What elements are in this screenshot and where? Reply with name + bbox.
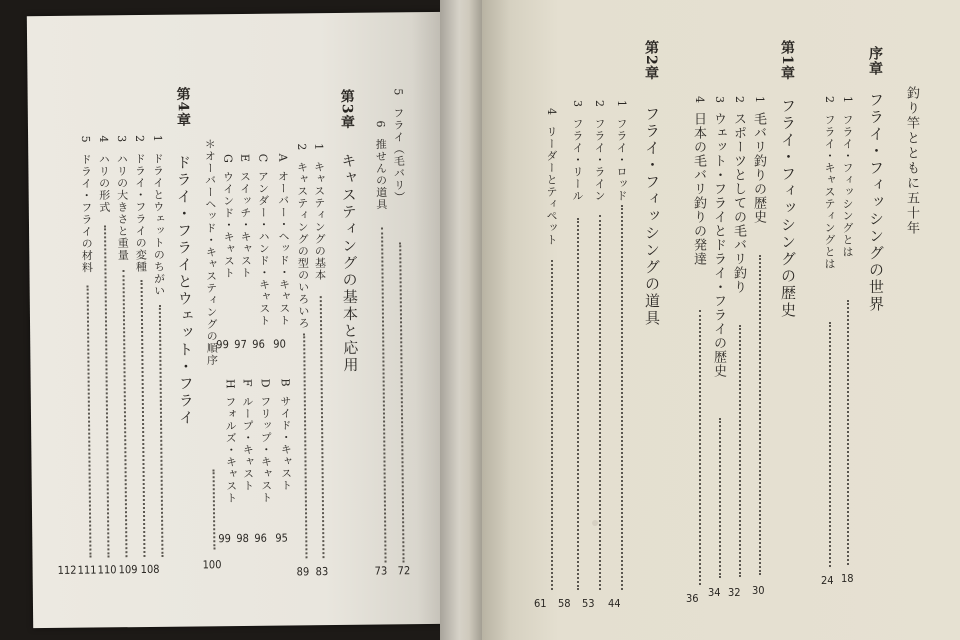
toc-item-text: スポーツとしての毛バリ釣り: [731, 112, 746, 294]
toc-item-text: 毛バリ釣りの歴史: [751, 112, 766, 224]
cast-page: 90: [273, 337, 286, 351]
item-number: 2: [133, 134, 147, 143]
item-number: 1: [151, 134, 165, 142]
page-number: 53: [582, 597, 595, 610]
cast-text: アンダー・ハンド・キャスト: [256, 170, 272, 327]
cast-letter: A: [276, 153, 290, 162]
toc-item-text: フライ・リール: [571, 118, 584, 202]
leader-dots: [303, 333, 307, 558]
cast-page: 95: [275, 531, 288, 545]
item-number: 4: [693, 96, 706, 103]
book-heading: 釣り竿とともに五十年: [904, 86, 919, 236]
page-number: 108: [140, 562, 160, 577]
leader-dots: [847, 300, 849, 565]
page-number: 61: [534, 597, 547, 610]
toc-item-text: ハリの形式: [97, 153, 111, 214]
page-number: 18: [841, 572, 854, 585]
chapter-title: ドライ・フライとウェット・フライ: [174, 154, 196, 427]
page-number: 32: [728, 586, 741, 599]
cast-letter: F: [240, 378, 254, 387]
page-number: 58: [558, 597, 571, 610]
item-number: 1: [615, 100, 628, 107]
leader-dots: [739, 325, 741, 577]
chapter-title: フライ・フィッシングの道具: [643, 106, 661, 327]
cast-text: ウインド・キャスト: [221, 171, 236, 280]
book-spine: [440, 0, 488, 640]
toc-item-text: リーダーとティペット: [545, 126, 558, 246]
cast-letter: D: [258, 378, 272, 388]
page-number: 109: [118, 563, 138, 577]
page-number: 110: [97, 563, 117, 577]
leader-dots: [122, 270, 127, 557]
page-number: 72: [397, 564, 411, 578]
cast-letter: G: [221, 154, 235, 163]
item-number: 4: [545, 108, 558, 115]
page-number: 34: [708, 586, 721, 599]
cast-letter: H: [223, 379, 237, 389]
toc-item-text: ドライとウェットのちがい: [151, 152, 166, 297]
item-number: 2: [295, 143, 309, 151]
leader-dots: [399, 242, 404, 562]
page-number: 111: [77, 563, 97, 577]
paper-spot: [592, 520, 598, 526]
right-page: [482, 0, 960, 640]
item-number: 5: [391, 88, 405, 96]
cast-text: ループ・キャスト: [240, 395, 255, 492]
toc-item-text: フライ・フィッシングとは: [841, 114, 854, 258]
item-number: 1: [753, 96, 766, 103]
toc-item-text: ウェット・フライとドライ・フライの歴史: [711, 112, 726, 378]
leader-dots: [621, 205, 623, 590]
cast-text: サイド・キャスト: [278, 395, 293, 492]
cast-page: 97: [234, 337, 247, 352]
cast-letter: B: [278, 378, 292, 387]
cast-page: 99: [216, 338, 229, 352]
chapter-label: 第4章: [174, 86, 191, 128]
page-number: 89: [296, 565, 310, 579]
leader-dots: [213, 469, 216, 549]
toc-item-text: 推せんの道具: [374, 138, 388, 211]
leader-dots: [699, 310, 701, 585]
leader-dots: [87, 286, 92, 558]
cast-text: フォルズ・キャスト: [223, 396, 238, 505]
chapter-label: 第2章: [643, 40, 659, 81]
leader-dots: [759, 255, 761, 575]
leader-dots: [551, 260, 553, 590]
page-number: 24: [821, 574, 834, 587]
cast-page: 96: [254, 531, 267, 545]
chapter-label: 第3章: [338, 88, 356, 130]
leader-dots: [829, 322, 831, 567]
cast-letter: E: [238, 153, 252, 163]
item-number: 1: [841, 96, 854, 103]
item-number: 3: [115, 135, 129, 143]
page-number: 100: [202, 558, 222, 572]
toc-item-text: フライ・キャスティングとは: [823, 114, 836, 270]
leader-dots: [719, 418, 721, 578]
cast-letter: C: [256, 153, 270, 163]
item-number: 2: [733, 96, 746, 103]
item-number: 3: [713, 96, 726, 103]
cast-text: スイッチ・キャスト: [238, 170, 253, 279]
page-number: 83: [315, 565, 329, 579]
toc-item-text: ドライ・フライの材料: [79, 153, 94, 274]
leader-dots: [159, 305, 164, 557]
cast-page: 99: [218, 532, 231, 546]
page-number: 112: [57, 563, 77, 577]
chapter-title: キャスティングの基本と応用: [339, 152, 360, 374]
left-page: [27, 12, 451, 628]
cast-page: 96: [252, 337, 265, 351]
toc-item-text: キャスティングの型のいろいろ: [295, 161, 311, 330]
note-text: ＊オーバーヘッド・キャスティングの順序: [203, 138, 219, 367]
leader-dots: [320, 296, 325, 558]
chapter-title: フライ・フィッシングの歴史: [779, 98, 797, 319]
leader-dots: [141, 280, 146, 557]
toc-item-text: 日本の毛バリ釣りの発達: [691, 112, 706, 266]
page-number: 30: [752, 584, 765, 597]
item-number: 4: [97, 135, 111, 143]
leader-dots: [381, 227, 387, 562]
leader-dots: [577, 218, 579, 590]
page-number: 44: [608, 597, 621, 610]
chapter-title: フライ・フィッシングの世界: [867, 92, 885, 313]
toc-item-text: ドライ・フライの変種: [133, 152, 148, 274]
item-number: 2: [823, 96, 836, 103]
cast-text: フリップ・キャスト: [258, 395, 273, 504]
chapter-label: 第1章: [779, 40, 795, 81]
toc-item-text: フライ・ライン: [593, 118, 606, 202]
leader-dots: [599, 215, 601, 590]
toc-item-text: フライ（毛バリ）: [391, 107, 406, 204]
chapter-label: 序章: [867, 46, 883, 76]
toc-item-text: ハリの大きさと重量: [115, 153, 130, 262]
page-number: 73: [374, 564, 388, 578]
item-number: 2: [593, 100, 606, 107]
cast-page: 98: [236, 531, 249, 546]
item-number: 3: [571, 100, 584, 107]
item-number: 5: [79, 135, 93, 143]
item-number: 1: [312, 143, 326, 151]
item-number: 6: [373, 120, 387, 128]
toc-item-text: キャスティングの基本: [312, 161, 327, 282]
cast-text: オーバー・ヘッド・キャスト: [276, 170, 292, 327]
page-number: 36: [686, 592, 699, 605]
leader-dots: [104, 225, 109, 557]
toc-item-text: フライ・ロッド: [615, 118, 628, 202]
